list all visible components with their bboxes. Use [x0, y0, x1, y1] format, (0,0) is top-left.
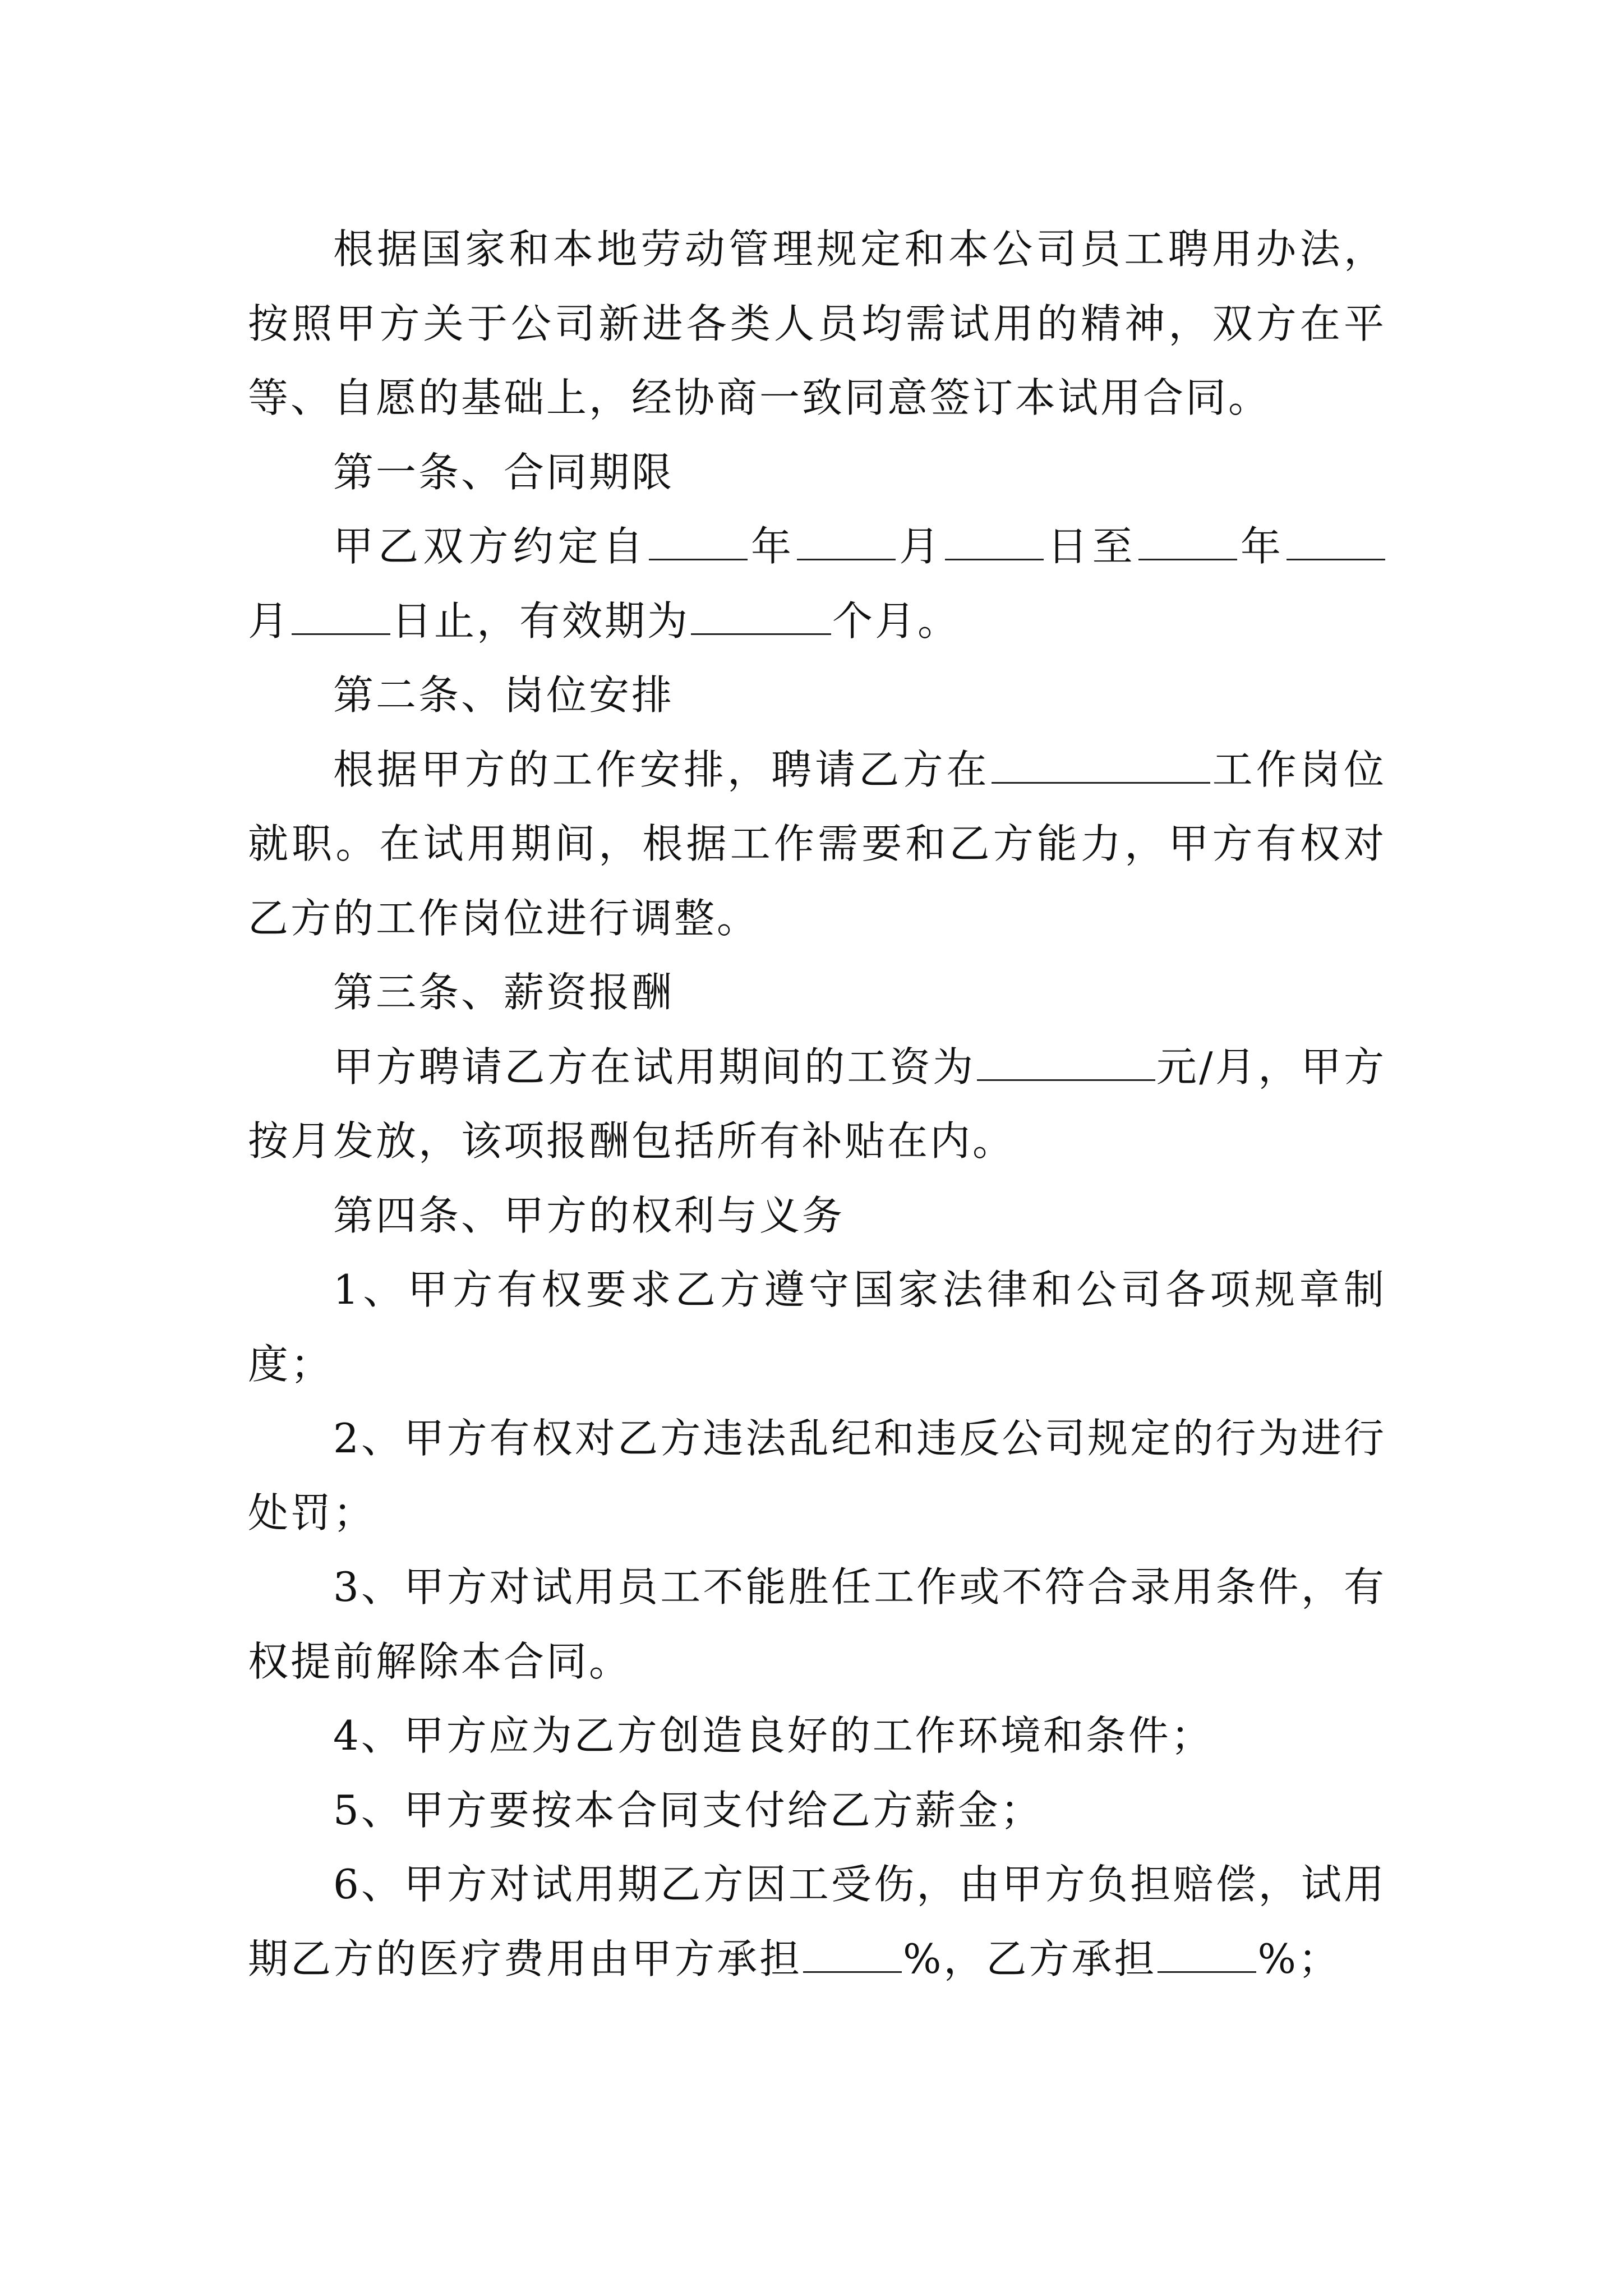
article1-text-8: 个月。 [832, 597, 961, 645]
article4-item-6 [248, 1847, 1386, 1996]
article4-item6-text-2: %，乙方承担 [903, 1935, 1157, 1982]
article1-text-4: 日至 [1045, 523, 1137, 570]
article1-text-3: 月 [897, 523, 944, 570]
employee-medical-share-blank [1158, 1938, 1256, 1973]
article4-item-3: 3、甲方对试用员工不能胜任工作或不符合录用条件，有权提前解除本合同。 [248, 1563, 1386, 1685]
article3-paragraph [248, 1030, 1386, 1179]
duration-months-blank [691, 600, 831, 635]
article2-text-1: 根据甲方的工作安排，聘请乙方在 [333, 746, 990, 793]
employer-medical-share-blank [803, 1938, 902, 1973]
article1-paragraph [248, 509, 1386, 658]
article4-item6-text-1: 6、甲方对试用期乙方因工受伤，由甲方负担赔偿，试用期乙方的医疗费用由甲方承担 [248, 1861, 1386, 1982]
salary-blank [977, 1046, 1155, 1081]
end-year-blank [1138, 525, 1237, 560]
start-month-blank [797, 525, 896, 560]
article3-text-1: 甲方聘请乙方在试用期间的工资为 [333, 1043, 976, 1091]
preamble-paragraph: 根据国家和本地劳动管理规定和本公司员工聘用办法，按照甲方关于公司新进各类人员均需试用的精神，双方在平等、自愿的基础上，经协商一致同意签订本试用合同。 [248, 226, 1386, 421]
article1-heading: 第一条、合同期限 [333, 448, 675, 496]
end-day-blank [292, 600, 390, 635]
end-month-blank [1287, 525, 1385, 560]
contract-body [248, 212, 1386, 1996]
article3-heading: 第三条、薪资报酬 [333, 969, 675, 1016]
article4-item6-text-3: %； [1257, 1935, 1341, 1982]
article2-heading: 第二条、岗位安排 [333, 671, 675, 719]
article2-paragraph [248, 733, 1386, 956]
article1-text-1: 甲乙双方约定自 [333, 523, 648, 570]
article4-heading: 第四条、甲方的权利与义务 [333, 1191, 845, 1239]
start-year-blank [649, 525, 748, 560]
article1-text-6: 月 [248, 597, 291, 645]
start-day-blank [945, 525, 1044, 560]
article4-item-5: 5、甲方要按本合同支付给乙方薪金； [333, 1786, 1043, 1834]
article1-text-7: 日止，有效期为 [391, 597, 690, 645]
article4-item-4: 4、甲方应为乙方创造良好的工作环境和条件； [333, 1712, 1214, 1759]
article2-text-2: 工作岗位就职。在试用期间，根据工作需要和乙方能力，甲方有权对乙方的工作岗位进行调整。 [248, 746, 1386, 942]
article1-text-5: 年 [1238, 523, 1285, 570]
article4-item-1: 1、甲方有权要求乙方遵守国家法律和公司各项规章制度； [248, 1266, 1386, 1388]
article4-item-2: 2、甲方有权对乙方违法乱纪和违反公司规定的行为进行处罚； [248, 1415, 1386, 1536]
article3-text-2: 元/月，甲方按月发放，该项报酬包括所有补贴在内。 [248, 1043, 1386, 1165]
article1-text-2: 年 [748, 523, 796, 570]
position-blank [992, 748, 1210, 784]
